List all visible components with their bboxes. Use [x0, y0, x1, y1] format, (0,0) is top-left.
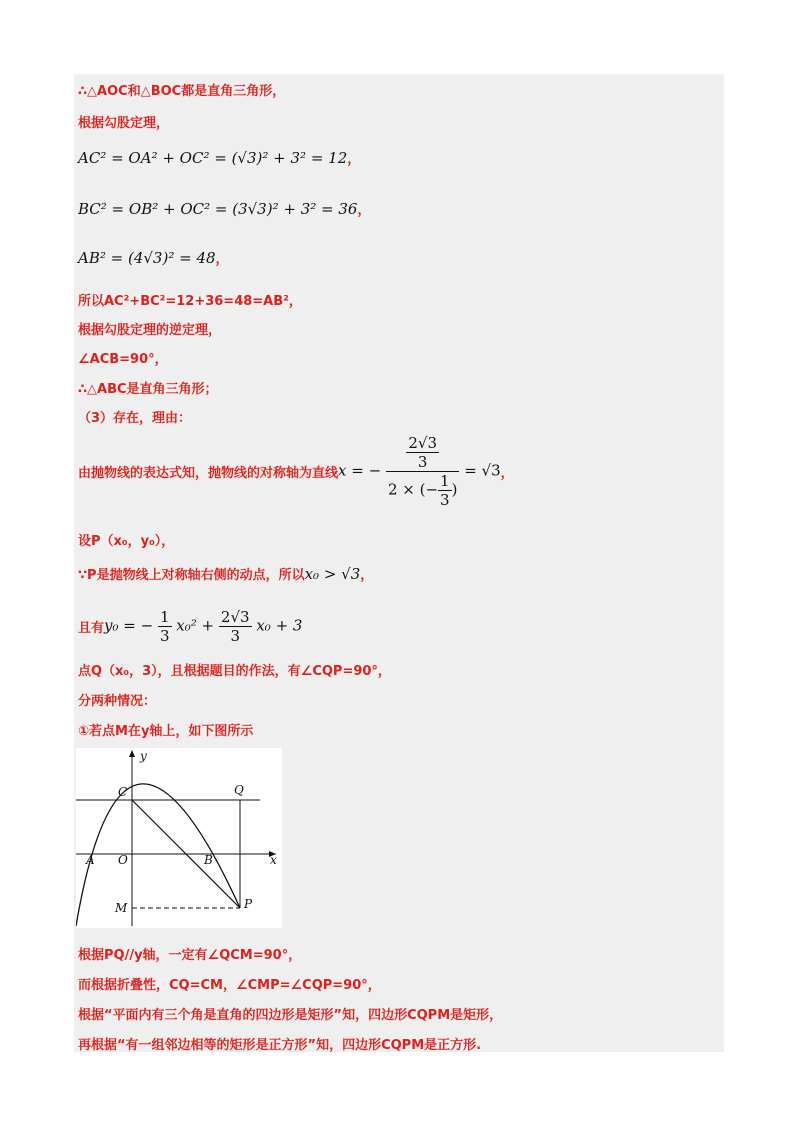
- axis-den-text: 2 × (−: [387, 480, 439, 499]
- line-rectangle: 根据“平面内有三个角是直角的四边形是矩形”知，四边形CQPM是矩形，: [78, 1008, 503, 1023]
- axis-big-denominator: [386, 472, 459, 509]
- label-x: x: [270, 853, 277, 867]
- line-point-q: 点Q（x₀，3），且根据题目的作法，有∠CQP=90°，: [78, 664, 391, 679]
- label-b: B: [204, 853, 213, 867]
- y0-frac2: [219, 608, 252, 645]
- coordinate-figure: [76, 748, 282, 928]
- y0-frac1: [158, 608, 172, 645]
- axis-den-close: ): [451, 480, 458, 499]
- label-q: Q: [234, 783, 244, 797]
- label-a: A: [86, 853, 95, 867]
- equation-bc-math: BC² = OB² + OC² = (3√3)² + 3² = 36: [78, 200, 358, 218]
- equation-ac-tail: ，: [347, 152, 361, 167]
- y0-frac1-num: 1: [159, 608, 170, 626]
- figure-svg: [76, 748, 282, 928]
- axis-inner-den: 3: [417, 453, 428, 471]
- line-abc-right: ∴△ABC是直角三角形；: [78, 382, 218, 397]
- axis-inner-num: 2√3: [408, 434, 437, 452]
- axis-formula: [338, 434, 501, 509]
- line-angle-acb: ∠ACB=90°，: [78, 352, 168, 367]
- line-two-cases: 分两种情况：: [78, 694, 157, 709]
- axis-eq-left: x = −: [338, 461, 382, 480]
- axis-eq-right: = √3: [464, 461, 501, 480]
- y0-frac2-den: 3: [230, 627, 240, 645]
- line-case-one: ①若点M在y轴上，如下图所示: [78, 724, 254, 739]
- equation-ab-math: AB² = (4√3)² = 48: [78, 249, 216, 267]
- p-right-math: x₀ > √3: [304, 565, 361, 583]
- y0-a: y₀ = −: [104, 616, 154, 635]
- line-folding: 而根据折叠性，CQ=CM，∠CMP=∠CQP=90°，: [78, 978, 381, 993]
- y0-prefix: 且有: [78, 621, 105, 636]
- axis-prefix: 由抛物线的表达式知，抛物线的对称轴为直线: [78, 466, 339, 481]
- line-square: 再根据“有一组邻边相等的矩形是正方形”知，四边形CQPM是正方形.: [78, 1038, 482, 1053]
- parabola: [76, 784, 240, 926]
- label-o: O: [118, 853, 128, 867]
- line-set-p: 设P（x₀，y₀），: [78, 534, 175, 549]
- label-y: y: [140, 749, 147, 763]
- line-sum-squares: 所以AC²+BC²=12+36=48=AB²，: [78, 294, 302, 309]
- axis-den-frac-num: 1: [440, 472, 450, 490]
- axis-inner-fraction: [406, 434, 439, 471]
- line-p-right-side: [78, 564, 373, 583]
- p-right-tail: ，: [360, 568, 374, 583]
- axis-big-fraction: [386, 434, 459, 509]
- y0-b: x₀² +: [176, 616, 215, 635]
- equation-bc-tail: ，: [357, 203, 371, 218]
- equation-ab: [78, 248, 229, 267]
- equation-bc: [78, 199, 370, 218]
- axis-big-numerator: [386, 434, 459, 472]
- label-m: M: [115, 901, 128, 915]
- y0-frac2-num: 2√3: [220, 608, 250, 626]
- label-p: P: [244, 897, 253, 911]
- line-pythagoras: 根据勾股定理，: [78, 116, 170, 131]
- equation-ac: [78, 148, 360, 167]
- line-part3: （3）存在，理由：: [78, 411, 192, 426]
- equation-ab-tail: ，: [215, 252, 229, 267]
- line-converse: 根据勾股定理的逆定理，: [78, 323, 222, 338]
- p-right-prefix: ∵P是抛物线上对称轴右侧的动点，所以: [78, 568, 305, 583]
- line-pq-parallel: 根据PQ//y轴，一定有∠QCM=90°，: [78, 948, 302, 963]
- y0-frac1-den: 3: [159, 627, 170, 645]
- axis-tail: ，: [500, 466, 514, 481]
- y-axis-arrow: [129, 750, 135, 757]
- line-y0-formula: [78, 608, 302, 645]
- axis-den-frac-den: 3: [440, 491, 450, 509]
- y0-c: x₀ + 3: [256, 616, 303, 635]
- equation-ac-math: AC² = OA² + OC² = (√3)² + 3² = 12: [78, 149, 348, 167]
- axis-den-fraction: [438, 472, 452, 509]
- y0-formula: [104, 608, 302, 645]
- line-axis-of-symmetry: [78, 434, 514, 509]
- label-c: C: [118, 785, 128, 799]
- line-triangles-right: ∴△AOC和△BOC都是直角三角形，: [78, 84, 286, 99]
